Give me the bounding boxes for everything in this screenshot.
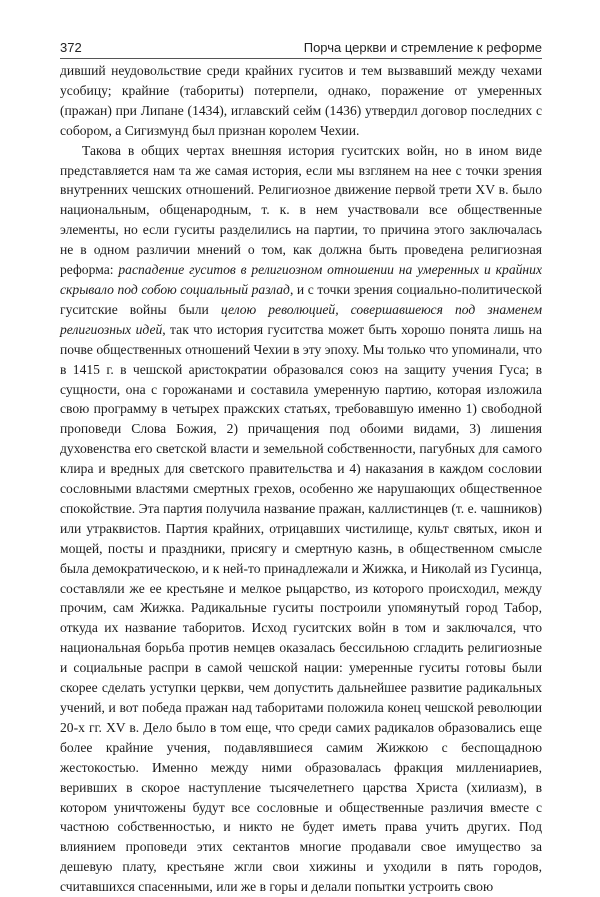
paragraph [60,141,542,897]
book-page [60,40,542,897]
text-run: , и с точки зрения социально-политической гуситские войны были [60,281,542,317]
text-run: дивший неудовольствие среди крайних гуситов и тем вызвавший между чехами усобицу; крайние (табориты) потерпели, однако, поражение от умеренных (пражан) при Липане (1434), иглавский сейм (1436) утвердил договор последних с собором, а Сигизмунд был признан королем Чехии. [60,63,542,138]
page-number: 372 [60,40,82,55]
paragraph [60,61,542,141]
text-run: Такова в общих чертах внешняя история гуситских войн, но в ином виде представляется нам та же самая история, если мы взглянем на нее с точки зрения внутренних чешских отношений. Религиозное движение первой трети XV в. было национальным, общенародным, т. к. в нем участвовали все общественные элементы, но если гуситы разделились на партии, то причина этого заключалась не в одном различии мнений о том, как должна быть проведена религиозная реформа: [60,142,542,278]
running-head [60,40,542,59]
text-run: , так что история гуситства может быть хорошо понята лишь на почве общественных отношений Чехии в эту эпоху. Мы только что упоминали, что в 1415 г. в чешской аристократии образовался союз на защиту учения Гуса; в сущности, она с горожанами и составила умеренную партию, которая изложила свою программу в четырех пражских статьях, требовавшую именно 1) свободной проповеди Слова Божия, 2) причащения под обоими видами, 3) лишения духовенства его светской власти и земельной собственности, пагубных для самого клира и вредных для светского правительства и 4) наказания в каждом сословии сословными властями смертных грехов, особенно же нарушающих общественное спокойствие. Эта партия получила название пражан, каллистинцев (т. е. чашников) или утраквистов. Партия крайних, отрицавших чистилище, культ святых, икон и мощей, посты и праздники, присягу и смертную казнь, в общественном смысле была демократическою, и к ней-то принадлежали и Жижка, и Николай из Гусинца, составляли же ее крестьяне и мелкое рыцарство, из которого происходил, между прочим, сам Жижка. Радикальные гуситы построили упомянутый город Табор, откуда их название таборитов. Исход гуситских войн в том и заключался, что национальная борьба против немцев оказалась бессильною сгладить религиозные и социальные распри в самой чешской нации: умеренные гуситы готовы были скорее сделать уступки церкви, чем допустить дальнейшее развитие радикальных учений, и вот победа пражан над таборитами положила конец чешской революции 20-х гг. XV в. Дело было в том еще, что среди самих радикалов образовались еще более крайние учения, подавлявшиеся самим Жижкою с беспощадною жестокостью. Именно между ними образовалась фракция миллениариев, веривших в скорое наступление тысячелетнего царства Христа (хилиазм), в котором уничтожены будут все сословные и общественные различия вместе с частною собственностью, и никто не будет иметь права учить других. Под влиянием проповеди этих сектантов многие продавали свое имущество за дешевую плату, крестьяне жгли свои хижины и уходили в пять городов, считавшихся спасенными, или же в горы и делали попытки устроить свою [60,321,542,895]
body-text [60,61,542,897]
italic-emphasis: распадение гуситов в религиозном отношении на умеренных и крайних скрывало под собою социальный разлад [60,262,542,297]
running-title: Порча церкви и стремление к реформе [303,40,542,55]
italic-emphasis: целою революцией, совершавшеюся под знаменем религиозных идей [60,301,543,337]
